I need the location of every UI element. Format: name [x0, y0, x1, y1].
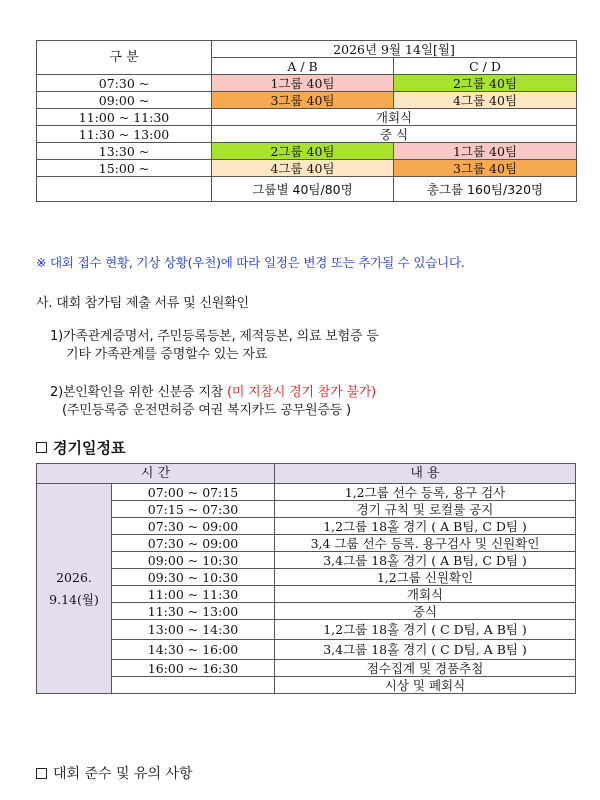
- row-ab: 2그룹 40팀: [212, 143, 394, 160]
- table-row: [37, 586, 576, 603]
- schedule-date-cell: [37, 484, 112, 694]
- row-time: 07:30 ~ 09:00: [112, 518, 275, 535]
- row-content: 중식: [275, 603, 576, 620]
- table-row: [37, 603, 576, 620]
- row-time: 09:30 ~ 10:30: [112, 569, 275, 586]
- total-empty: [37, 177, 212, 202]
- table-row: [37, 569, 576, 586]
- row-cd: 3그룹 40팀: [394, 160, 577, 177]
- column-ab: A / B: [212, 58, 394, 75]
- row-time: 11:30 ~ 13:00: [112, 603, 275, 620]
- column-time: 시 간: [37, 464, 275, 484]
- row-ab: 4그룹 40팀: [212, 160, 394, 177]
- total-ab: 그룹별 40팀/80명: [212, 177, 394, 202]
- row-time: 07:30 ~ 09:00: [112, 535, 275, 552]
- checkbox-square-icon: [36, 442, 47, 453]
- table-row: [37, 660, 576, 677]
- row-content: 3,4 그룹 선수 등록. 용구검사 및 신원확인: [275, 535, 576, 552]
- table-header-category: 구 분: [37, 41, 212, 75]
- row-content: 1,2그룹 18홀 경기 ( C D팀, A B팀 ): [275, 620, 576, 640]
- table-row: [37, 143, 577, 160]
- row-content: 개회식: [275, 586, 576, 603]
- table-row: [37, 677, 576, 694]
- table-row: [37, 535, 576, 552]
- row-content: 경기 규칙 및 로컬룰 공지: [275, 501, 576, 518]
- row-time: 14:30 ~ 16:00: [112, 640, 275, 660]
- table-row: [37, 640, 576, 660]
- row-time: 11:00 ~ 11:30: [112, 586, 275, 603]
- row-merged: 개회식: [212, 109, 577, 126]
- row-ab: 3그룹 40팀: [212, 92, 394, 109]
- row-time: 09:00 ~ 10:30: [112, 552, 275, 569]
- row-content: 3,4그룹 18홀 경기 ( C D팀, A B팀 ): [275, 640, 576, 660]
- row-time: 09:00 ~: [37, 92, 212, 109]
- rules-title: 대회 준수 및 유의 사항: [53, 766, 193, 782]
- table-row: [37, 620, 576, 640]
- item2-line2: (주민등록증 운전면허증 여권 복지카드 공무원증등 ): [62, 403, 351, 418]
- date-day: 9.14(월): [49, 591, 99, 607]
- item1-line2: 기타 가족관계를 증명할수 있는 자료: [66, 347, 268, 362]
- group-schedule-table: [36, 40, 577, 202]
- table-row: [37, 92, 577, 109]
- table-row: [37, 109, 577, 126]
- row-content: 1,2그룹 18홀 경기 ( A B팀, C D팀 ): [275, 518, 576, 535]
- row-cd: 2그룹 40팀: [394, 75, 577, 92]
- schedule-date: 2026년 9월 14일[월]: [212, 41, 577, 58]
- match-schedule-title: 경기일정표: [53, 439, 126, 457]
- column-cd: C / D: [394, 58, 577, 75]
- row-content: 점수집계 및 경품추첨: [275, 660, 576, 677]
- row-time: 07:30 ~: [37, 75, 212, 92]
- item2-warning: (미 지참시 경기 참가 불가): [226, 385, 377, 400]
- date-year: 2026.: [56, 569, 92, 585]
- table-row: [37, 126, 577, 143]
- item2-line1: [50, 381, 376, 400]
- row-content: 1,2그룹 신원확인: [275, 569, 576, 586]
- table-row: [37, 501, 576, 518]
- row-content: 1,2그룹 선수 등록, 용구 검사: [275, 484, 576, 501]
- row-time: 11:30 ~ 13:00: [37, 126, 212, 143]
- row-time: 07:15 ~ 07:30: [112, 501, 275, 518]
- row-ab: 1그룹 40팀: [212, 75, 394, 92]
- schedule-change-notice: ※ 대회 접수 현황, 기상 상황(우천)에 따라 일정은 변경 또는 추가될 수 있습니다.: [36, 255, 465, 270]
- row-time: 13:30 ~: [37, 143, 212, 160]
- column-content: 내 용: [275, 464, 576, 484]
- table-row: [37, 518, 576, 535]
- total-row: [37, 177, 577, 202]
- table-row: [37, 484, 576, 501]
- item2-text: 2)본인확인을 위한 신분증 지참: [50, 385, 224, 400]
- checkbox-square-icon: [36, 768, 47, 779]
- row-time: 13:00 ~ 14:30: [112, 620, 275, 640]
- row-content: 시상 및 폐회식: [275, 677, 576, 694]
- table-row: [37, 160, 577, 177]
- row-time: 16:00 ~ 16:30: [112, 660, 275, 677]
- row-content: 3,4그룹 18홀 경기 ( A B팀, C D팀 ): [275, 552, 576, 569]
- total-cd: 총그룹 160팀/320명: [394, 177, 577, 202]
- section-documents-title: 사. 대회 참가팀 제출 서류 및 신원확인: [36, 296, 249, 311]
- row-time: 11:00 ~ 11:30: [37, 109, 212, 126]
- row-time: 15:00 ~: [37, 160, 212, 177]
- row-cd: 4그룹 40팀: [394, 92, 577, 109]
- rules-heading: [36, 763, 193, 783]
- item1-line1: 1)가족관계증명서, 주민등록등본, 제적등본, 의료 보험증 등: [50, 329, 379, 344]
- row-cd: 1그룹 40팀: [394, 143, 577, 160]
- table-row: [37, 552, 576, 569]
- row-time: [112, 677, 275, 694]
- row-time: 07:00 ~ 07:15: [112, 484, 275, 501]
- table-row: [37, 75, 577, 92]
- match-schedule-heading: [36, 437, 125, 458]
- match-schedule-table: [36, 463, 576, 694]
- row-merged: 중 식: [212, 126, 577, 143]
